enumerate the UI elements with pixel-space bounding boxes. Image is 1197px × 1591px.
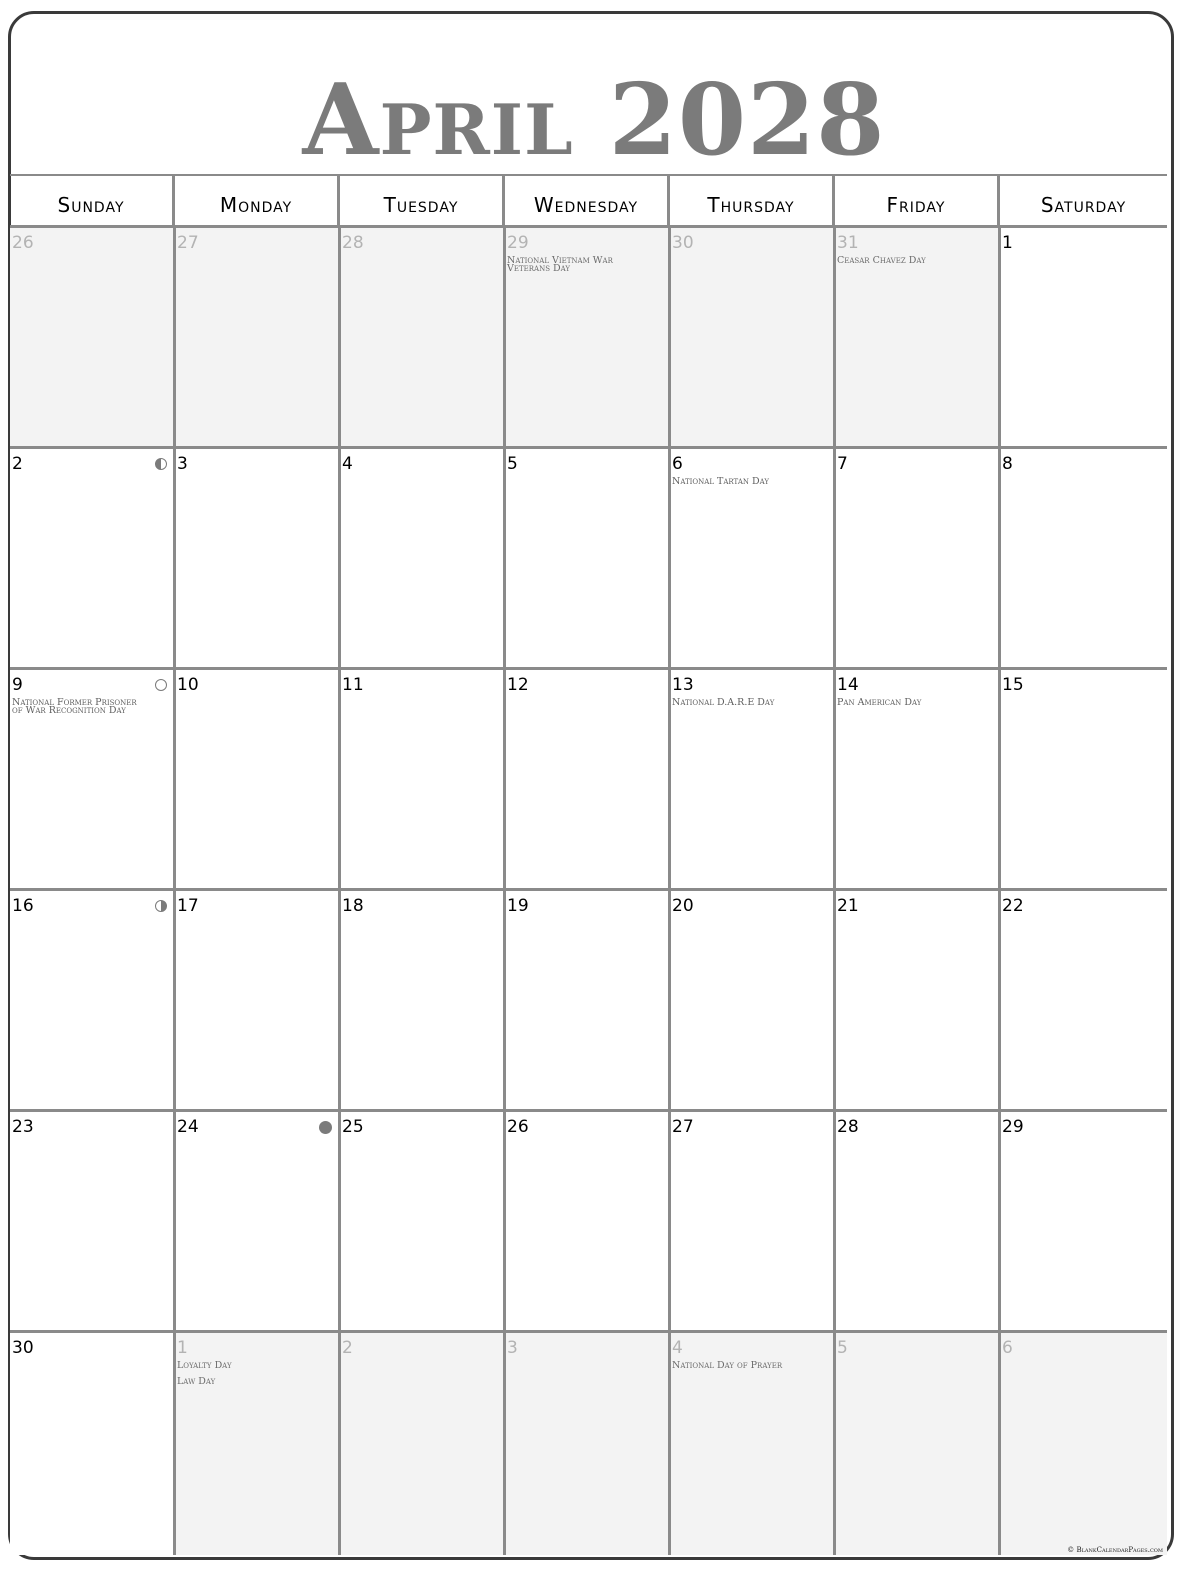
day-cell[interactable] (340, 1332, 505, 1555)
day-number: 3 (507, 1338, 518, 1358)
day-number: 14 (837, 675, 859, 695)
day-cell[interactable] (835, 1332, 1000, 1555)
day-number: 10 (177, 675, 199, 695)
day-cell[interactable] (340, 448, 505, 669)
weekday-tuesday: Tuesday (340, 176, 505, 229)
grid-divider (10, 667, 1167, 670)
day-number: 16 (12, 896, 34, 916)
day-number: 29 (507, 233, 529, 253)
day-number: 27 (672, 1117, 694, 1137)
credit-text: © BlankCalendarPages.com (1067, 1546, 1163, 1554)
day-cell[interactable] (175, 227, 340, 448)
day-number: 5 (837, 1338, 848, 1358)
grid-divider (10, 888, 1167, 891)
event-label: National Day of Prayer (672, 1360, 783, 1371)
event-label: National D.A.R.E Day (672, 697, 775, 708)
grid-divider (10, 1109, 1167, 1112)
day-cell[interactable] (175, 1332, 340, 1555)
day-number: 19 (507, 896, 529, 916)
day-cell[interactable] (175, 669, 340, 890)
grid-divider (503, 227, 506, 1555)
day-cell[interactable] (1000, 448, 1167, 669)
day-number: 28 (837, 1117, 859, 1137)
day-cell[interactable] (340, 890, 505, 1111)
day-number: 6 (1002, 1338, 1013, 1358)
day-cell[interactable] (670, 890, 835, 1111)
grid-divider (10, 1330, 1167, 1333)
day-cell[interactable] (1000, 1332, 1167, 1555)
day-cell[interactable] (175, 1111, 340, 1332)
day-cell[interactable] (340, 669, 505, 890)
day-cell[interactable] (670, 227, 835, 448)
day-number: 30 (12, 1338, 34, 1358)
day-cell[interactable] (505, 1332, 670, 1555)
day-number: 25 (342, 1117, 364, 1137)
day-number: 15 (1002, 675, 1024, 695)
weekday-friday: Friday (835, 176, 1000, 229)
day-number: 23 (12, 1117, 34, 1137)
day-cell[interactable] (670, 669, 835, 890)
grid-divider (338, 227, 341, 1555)
day-cell[interactable] (835, 1111, 1000, 1332)
day-cell[interactable] (340, 227, 505, 448)
day-number: 26 (12, 233, 34, 253)
day-number: 8 (1002, 454, 1013, 474)
weekday-wednesday: Wednesday (505, 176, 670, 229)
event-label: Loyalty Day (177, 1360, 232, 1371)
event-label: National Former Prisoner of War Recognition Day (12, 697, 137, 716)
day-cell[interactable] (505, 227, 670, 448)
day-number: 24 (177, 1117, 199, 1137)
day-number: 7 (837, 454, 848, 474)
full-moon-icon (155, 679, 167, 691)
first-quarter-icon (155, 458, 167, 470)
grid-divider (10, 446, 1167, 449)
event-label: National Vietnam War Veterans Day (507, 255, 613, 274)
calendar-title: April 2028 (302, 63, 886, 178)
event-label: Pan American Day (837, 697, 922, 708)
grid-divider (668, 227, 671, 1555)
grid-divider (998, 227, 1001, 1555)
weekday-saturday: Saturday (1040, 193, 1127, 217)
day-cell[interactable] (10, 1111, 175, 1332)
day-cell[interactable] (1000, 227, 1167, 448)
day-cell[interactable] (175, 890, 340, 1111)
day-number: 11 (342, 675, 364, 695)
day-number: 31 (837, 233, 859, 253)
day-number: 4 (672, 1338, 683, 1358)
grid-divider (173, 227, 176, 1555)
day-cell[interactable] (505, 1111, 670, 1332)
day-number: 17 (177, 896, 199, 916)
day-number: 26 (507, 1117, 529, 1137)
day-number: 27 (177, 233, 199, 253)
weekday-monday: Monday (175, 176, 340, 229)
day-number: 4 (342, 454, 353, 474)
day-number: 3 (177, 454, 188, 474)
day-number: 30 (672, 233, 694, 253)
day-number: 20 (672, 896, 694, 916)
day-number: 2 (12, 454, 23, 474)
day-number: 9 (12, 675, 23, 695)
day-cell[interactable] (670, 448, 835, 669)
day-cell[interactable] (175, 448, 340, 669)
day-cell[interactable] (10, 669, 175, 890)
event-label: Ceasar Chavez Day (837, 255, 926, 266)
day-cell[interactable] (670, 1111, 835, 1332)
day-number: 1 (177, 1338, 188, 1358)
day-cell[interactable] (1000, 890, 1167, 1111)
grid-divider (833, 227, 836, 1555)
last-quarter-icon (155, 900, 167, 912)
day-cell[interactable] (505, 890, 670, 1111)
day-cell[interactable] (10, 448, 175, 669)
day-cell[interactable] (505, 448, 670, 669)
day-number: 5 (507, 454, 518, 474)
day-cell[interactable] (10, 1332, 175, 1555)
day-number: 21 (837, 896, 859, 916)
day-number: 2 (342, 1338, 353, 1358)
calendar-grid (10, 174, 1167, 1555)
day-number: 13 (672, 675, 694, 695)
day-number: 1 (1002, 233, 1013, 253)
event-label: Law Day (177, 1376, 216, 1387)
weekday-header-row (10, 174, 1167, 229)
day-cell[interactable] (1000, 1111, 1167, 1332)
day-number: 28 (342, 233, 364, 253)
day-cell[interactable] (340, 1111, 505, 1332)
day-cell[interactable] (10, 890, 175, 1111)
day-cell[interactable] (835, 227, 1000, 448)
day-cell[interactable] (505, 669, 670, 890)
day-cell[interactable] (1000, 669, 1167, 890)
day-number: 29 (1002, 1117, 1024, 1137)
weekday-sunday: Sunday (10, 176, 175, 229)
day-cell[interactable] (835, 890, 1000, 1111)
day-number: 22 (1002, 896, 1024, 916)
event-label: National Tartan Day (672, 476, 770, 487)
day-number: 6 (672, 454, 683, 474)
day-cell[interactable] (835, 669, 1000, 890)
day-cell[interactable] (670, 1332, 835, 1555)
new-moon-icon (319, 1121, 332, 1134)
day-number: 18 (342, 896, 364, 916)
day-cell[interactable] (10, 227, 175, 448)
day-cell[interactable] (835, 448, 1000, 669)
grid-divider (10, 225, 1167, 228)
day-number: 12 (507, 675, 529, 695)
weekday-thursday: Thursday (670, 176, 835, 229)
